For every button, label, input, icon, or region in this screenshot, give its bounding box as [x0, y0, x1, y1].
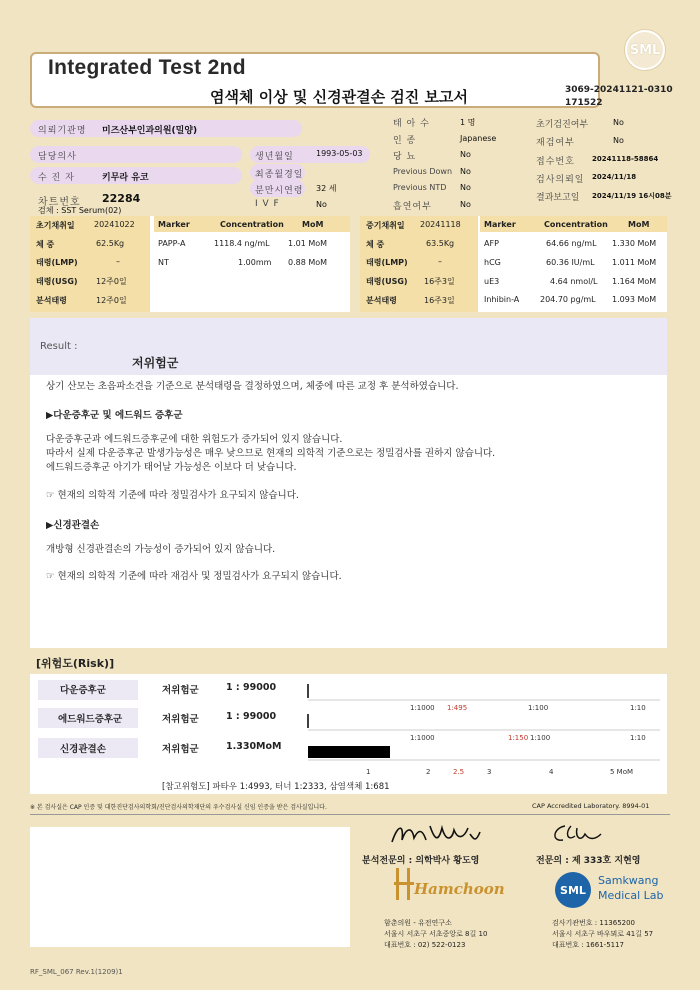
lmp-label: 최종월경일: [255, 170, 304, 180]
mid-h-marker: Marker: [484, 220, 516, 229]
sec2-line1: 개방형 신경관결손의 가능성이 증가되어 있지 않습니다.: [46, 544, 276, 555]
ntd-tick-1: 1: [366, 768, 371, 776]
early-date: 20241022: [94, 220, 135, 229]
early-table: [30, 216, 350, 312]
mid-lmp: –: [438, 257, 442, 266]
risk-group-ntd: 저위험군: [162, 744, 199, 755]
early-weight: 62.5Kg: [96, 239, 125, 248]
edw-tick-4: 1:10: [630, 734, 646, 742]
early-usg-label: 태령(USG): [36, 277, 78, 286]
early-marker-2: NT: [158, 258, 169, 267]
stamp-area: [30, 827, 350, 947]
edw-tick-2: 1:150: [508, 734, 529, 742]
early-h-marker: Marker: [158, 220, 190, 229]
cap-note: CAP Accredited Laboratory. 8994‑01: [532, 802, 650, 810]
signature-specialist: [545, 820, 605, 846]
samkwang-brand-2: Medical Lab: [598, 889, 664, 902]
risk-value-down: 1 : 99000: [226, 682, 277, 693]
reportdate-label: 결과보고일: [536, 193, 580, 203]
sec1-note: ☞ 현재의 의학적 기준에 따라 정밀검사가 요구되지 않습니다.: [46, 490, 299, 501]
sec1-line1: 다운증후군과 에드워드증후군에 대한 위험도가 증가되어 있지 않습니다.: [46, 434, 343, 445]
sml-logo: SML: [625, 30, 665, 70]
prevdown-label: Previous Down: [393, 167, 453, 176]
form-code: RF_SML_067 Rev.1(1209)1: [30, 968, 123, 976]
ntd-tick-6: 5 MoM: [610, 768, 634, 776]
first-label: 초기검진여부: [536, 120, 589, 130]
sec1-title: ▶다운증후군 및 에드워드 증후군: [46, 410, 183, 421]
samkwang-logo-icon: SML: [555, 872, 591, 908]
testdate-label: 검사의뢰일: [536, 175, 585, 185]
chart-value: 22284: [102, 192, 141, 205]
name-value: 키무라 유코: [102, 173, 149, 183]
right-address-2: 서울시 서초구 바우뫼로 41길 57: [552, 930, 654, 938]
hospital-label: 의뢰기관명: [38, 126, 87, 136]
early-marker-1: PAPP-A: [158, 239, 186, 248]
ntd-tick-2: 2: [426, 768, 431, 776]
early-h-mom: MoM: [302, 220, 324, 229]
chart-label: 차트번호: [38, 197, 81, 208]
early-mom-1: 1.01 MoM: [288, 239, 328, 248]
mid-usg-label: 태령(USG): [366, 277, 408, 286]
left-address-1: 함춘의원 - 유전연구소: [384, 919, 452, 927]
early-ga: 12주0일: [96, 296, 127, 305]
mid-h-mom: MoM: [628, 220, 650, 229]
document-number: 3069-20241121-0310 171522: [565, 85, 673, 108]
risk-value-ntd: 1.330MoM: [226, 741, 282, 752]
down-tick-1: 1:1000: [410, 704, 435, 712]
result-group: 저위험군: [132, 356, 179, 370]
certification-note: ※ 본 검사실은 CAP 인증 및 대한진단검사의학회/진단검사의학재단의 우수검사실 신임 인증을 받은 검사실입니다.: [30, 804, 327, 811]
result-header: [30, 318, 667, 375]
early-lmp-label: 태령(LMP): [36, 258, 78, 267]
down-tick-4: 1:10: [630, 704, 646, 712]
hamchoon-logo-icon: [392, 866, 416, 904]
diabetes-label: 당 뇨: [393, 152, 417, 162]
fetus-value: 1 명: [460, 118, 476, 127]
mid-date: 20241118: [420, 220, 461, 229]
age-label: 분만시연령: [255, 186, 304, 196]
race-label: 인 종: [393, 136, 417, 146]
down-tick-2: 1:495: [447, 704, 468, 712]
first-value: No: [613, 118, 624, 127]
ntd-bar: [308, 746, 390, 758]
early-mom-2: 0.88 MoM: [288, 258, 328, 267]
age-value: 32 세: [316, 184, 337, 193]
mid-usg: 16주3일: [424, 277, 455, 286]
risk-name-edwards: 에드워드증후군: [58, 714, 123, 725]
name-label: 수 진 자: [38, 173, 75, 183]
diabetes-value: No: [460, 150, 471, 159]
risk-name-down: 다운증후군: [60, 685, 106, 696]
ntd-tick-4: 3: [487, 768, 492, 776]
early-lmp: –: [116, 257, 120, 266]
mid-conc-4: 204.70 pg/mL: [540, 295, 596, 304]
mid-mom-3: 1.164 MoM: [612, 277, 657, 286]
sec2-title: ▶신경관결손: [46, 520, 100, 531]
mid-weight-label: 체 중: [366, 240, 385, 249]
risk-group-edwards: 저위험군: [162, 714, 199, 725]
hamchoon-brand: Hamchoon: [414, 880, 505, 898]
race-value: Japanese: [460, 134, 497, 143]
smoke-label: 흡연여부: [393, 202, 432, 212]
ivf-value: No: [316, 200, 327, 209]
risk-scales: [300, 676, 665, 781]
samkwang-brand-1: Samkwang: [598, 874, 659, 887]
mid-lmp-label: 태령(LMP): [366, 258, 408, 267]
sample-label: 검체 : SST Serum(02): [38, 206, 122, 215]
mid-weight: 63.5Kg: [426, 239, 455, 248]
analyst-name: 분석전문의 : 의학박사 황도영: [362, 856, 480, 866]
ivf-label: I V F: [255, 199, 280, 209]
risk-value-edwards: 1 : 99000: [226, 711, 277, 722]
sec1-line2: 따라서 실제 다운증후군 발생가능성은 매우 낮으므로 현재의 의학적 기준으로는 정밀검사를 권하지 않습니다.: [46, 448, 496, 459]
right-address-3: 대표번호 : 1661-5117: [552, 941, 625, 949]
edw-tick-1: 1:1000: [410, 734, 435, 742]
edw-tick-3: 1:100: [530, 734, 551, 742]
early-title: 초기채취일: [36, 221, 75, 230]
mid-conc-2: 60.36 IU/mL: [546, 258, 595, 267]
hospital-value: 미즈산부인과의원(밀양): [102, 126, 198, 136]
left-address-2: 서울시 서초구 서초중앙로 8길 10: [384, 930, 488, 938]
receipt-label: 접수번호: [536, 157, 575, 167]
mid-title: 중기채취일: [366, 221, 405, 230]
sec1-line3: 에드워드증후군 아기가 태어날 가능성은 이보다 더 낮습니다.: [46, 462, 297, 473]
risk-name-ntd: 신경관결손: [60, 744, 106, 755]
mid-conc-1: 64.66 ng/mL: [546, 239, 597, 248]
risk-title: [위험도(Risk)]: [36, 657, 115, 670]
down-tick-3: 1:100: [528, 704, 549, 712]
mid-marker-2: hCG: [484, 258, 501, 267]
reference-risk: [참고위험도] 파타우 1:4993, 터너 1:2333, 삼염색체 1:681: [162, 782, 390, 792]
signature-analyst: [388, 820, 483, 850]
ntd-tick-5: 4: [549, 768, 554, 776]
early-weight-label: 체 중: [36, 240, 55, 249]
right-address-1: 검사기관번호 : 11365200: [552, 919, 636, 927]
mid-marker-4: Inhibin-A: [484, 295, 520, 304]
testdate-value: 2024/11/18: [592, 173, 637, 181]
left-address-3: 대표번호 : 02) 522-0123: [384, 941, 466, 949]
smoke-value: No: [460, 200, 471, 209]
sec2-note: ☞ 현재의 의학적 기준에 따라 재검사 및 정밀검사가 요구되지 않습니다.: [46, 571, 342, 582]
mid-mom-1: 1.330 MoM: [612, 239, 657, 248]
report-subtitle: 염색체 이상 및 신경관결손 검진 보고서: [210, 88, 468, 106]
mid-mom-2: 1.011 MoM: [612, 258, 657, 267]
mid-ga: 16주3일: [424, 296, 455, 305]
ntd-tick-3: 2.5: [453, 768, 465, 776]
early-h-conc: Concentration: [220, 220, 284, 229]
mid-conc-3: 4.64 nmol/L: [550, 277, 598, 286]
risk-group-down: 저위험군: [162, 685, 199, 696]
mid-h-conc: Concentration: [544, 220, 608, 229]
early-ga-label: 분석태령: [36, 296, 67, 305]
reportdate-value: 2024/11/19 16시08분: [592, 192, 672, 200]
mid-marker-3: uE3: [484, 277, 500, 286]
early-usg: 12주0일: [96, 277, 127, 286]
footer-divider: [30, 814, 670, 815]
mid-table: [360, 216, 667, 312]
retest-label: 재검여부: [536, 138, 575, 148]
mid-mom-4: 1.093 MoM: [612, 295, 657, 304]
result-label: Result :: [40, 341, 78, 352]
mid-marker-1: AFP: [484, 239, 499, 248]
prevdown-value: No: [460, 167, 471, 176]
receipt-value: 20241118-58864: [592, 155, 659, 163]
result-intro: 상기 산모는 초음파소견을 기준으로 분석태령을 결정하였으며, 체중에 따른 교정 후 분석하였습니다.: [46, 381, 459, 392]
report-title: Integrated Test 2nd: [48, 56, 246, 79]
retest-value: No: [613, 136, 624, 145]
fetus-label: 태 아 수: [393, 119, 430, 129]
mid-ga-label: 분석태령: [366, 296, 397, 305]
prevntd-value: No: [460, 183, 471, 192]
prevntd-label: Previous NTD: [393, 183, 447, 192]
dob-label: 생년월일: [255, 152, 294, 162]
specialist-name: 전문의 : 제 333호 지현영: [536, 856, 641, 866]
doctor-label: 담당의사: [38, 152, 77, 162]
dob-value: 1993-05-03: [316, 149, 363, 158]
early-conc-2: 1.00mm: [238, 258, 272, 267]
early-conc-1: 1118.4 ng/mL: [214, 239, 270, 248]
